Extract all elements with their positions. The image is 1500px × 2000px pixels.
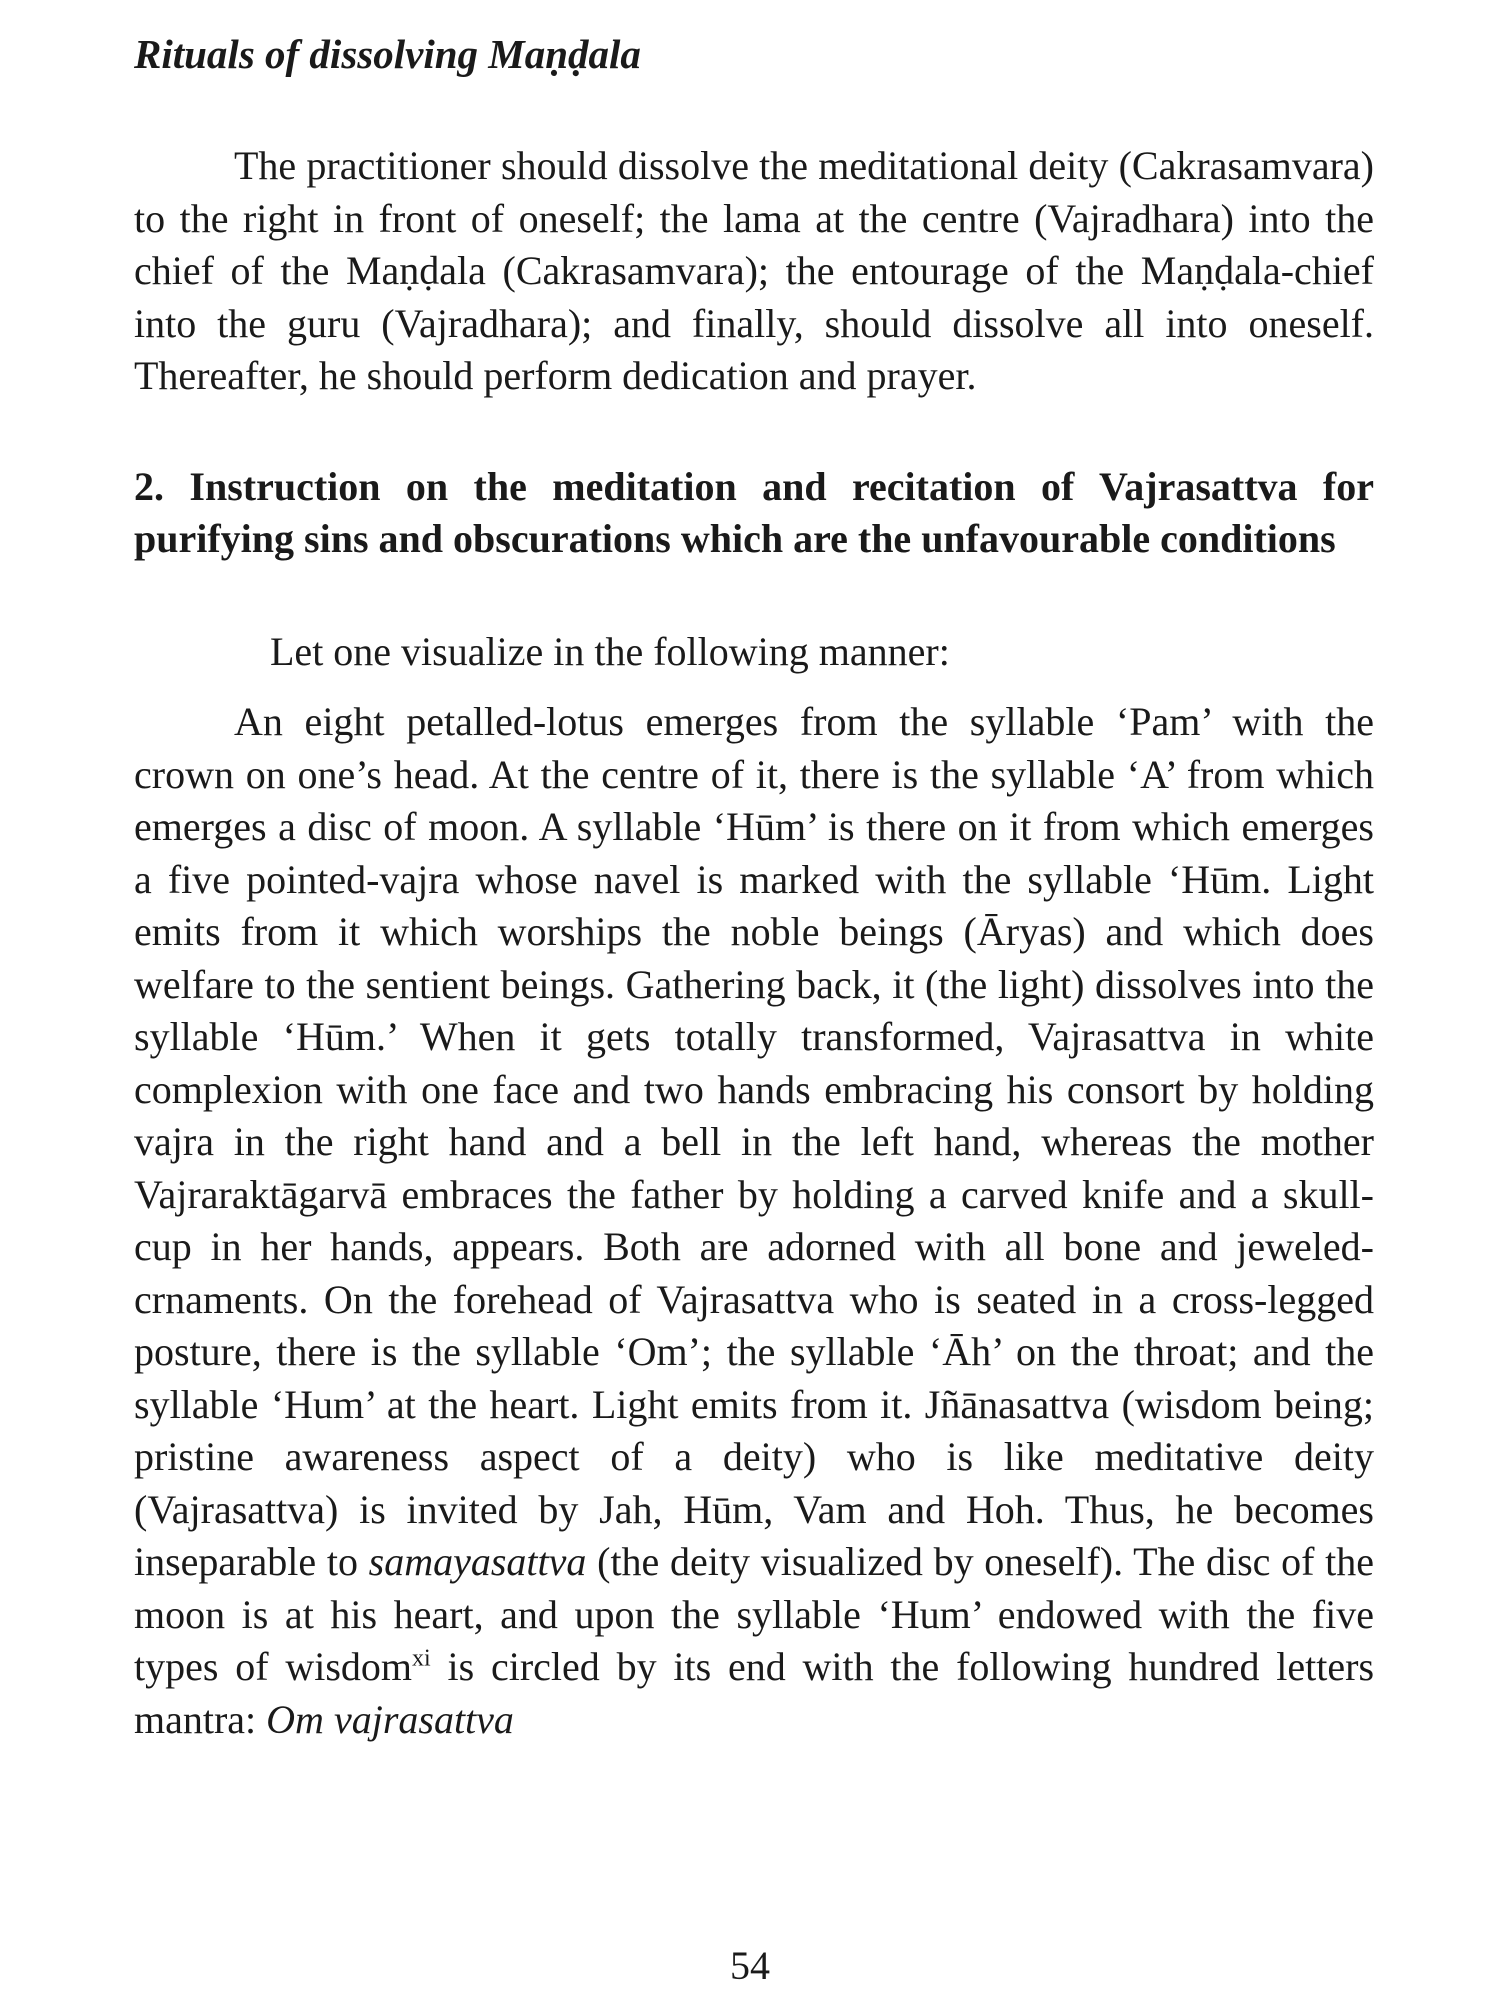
page-body (134, 28, 1374, 1746)
running-head: Rituals of dissolving Maṇḍala (134, 31, 641, 77)
visualization-text-1: An eight petalled-lotus emerges from the syllable ‘Pam’ with the crown on one’s head. At the centre of it, there is the syllable ‘A’ from which emerges a disc of moon. A syllable ‘Hūm’ is there on it from which emerges a five pointed-vajra whose navel is marked with the syllable ‘Hūm. Light emits from it which worships the noble beings (Āryas) and which does welfare to the sentient beings. Gathering back, it (the light) dissolves into the syllable ‘Hūm.’ When it gets totally transformed, Vajrasattva in white complexion with one face and two hands embracing his consort by holding vajra in the right hand and a bell in the left hand, whereas the mother Vajraraktāgarvā embraces the father by holding a carved knife and a skull-cup in her hands, appears. Both are adorned with all bone and jeweled-crnaments. On the forehead of Vajrasattva who is seated in a cross-legged posture, there is the syllable ‘Om’; the syllable ‘Āh’ on the throat; and the syllable ‘Hum’ at the heart. Light emits from it. Jñānasattva (wisdom being; pristine awareness aspect of a deity) who is like meditative deity (Vajrasattva) is invited by Jah, Hūm, Vam and Hoh. Thus, he becomes inseparable to (134, 699, 1374, 1584)
paragraph-visualization (134, 696, 1374, 1746)
footnote-marker: xi (412, 1645, 431, 1672)
visualization-text-3: is circled by its end with the following hundred letters mantra: (134, 1644, 1375, 1742)
italic-term-samayasattva: samayasattva (368, 1539, 587, 1584)
visualization-text-2: (the deity visualized by oneself). The disc of the moon is at his heart, and upon the syllable ‘Hum’ endowed with the five types of wisdom (134, 1539, 1374, 1689)
page-number: 54 (730, 1943, 770, 1988)
paragraph-dissolving: The practitioner should dissolve the meditational deity (Cakrasamvara) to the right in front of oneself; the lama at the centre (Vajradhara) into the chief of the Maṇḍala (Cakrasamvara); the entourage of the Maṇḍala-chief into the guru (Vajradhara); and finally, should dissolve all into oneself. Thereafter, he should perform dedication and prayer. (134, 143, 1374, 398)
italic-mantra: Om vajrasattva (266, 1696, 514, 1742)
lead-line: Let one visualize in the following manner: (270, 628, 950, 674)
section-heading: 2. Instruction on the meditation and recitation of Vajrasattva for purifying sins and obscurations which are the unfavourable conditions (134, 463, 1374, 561)
